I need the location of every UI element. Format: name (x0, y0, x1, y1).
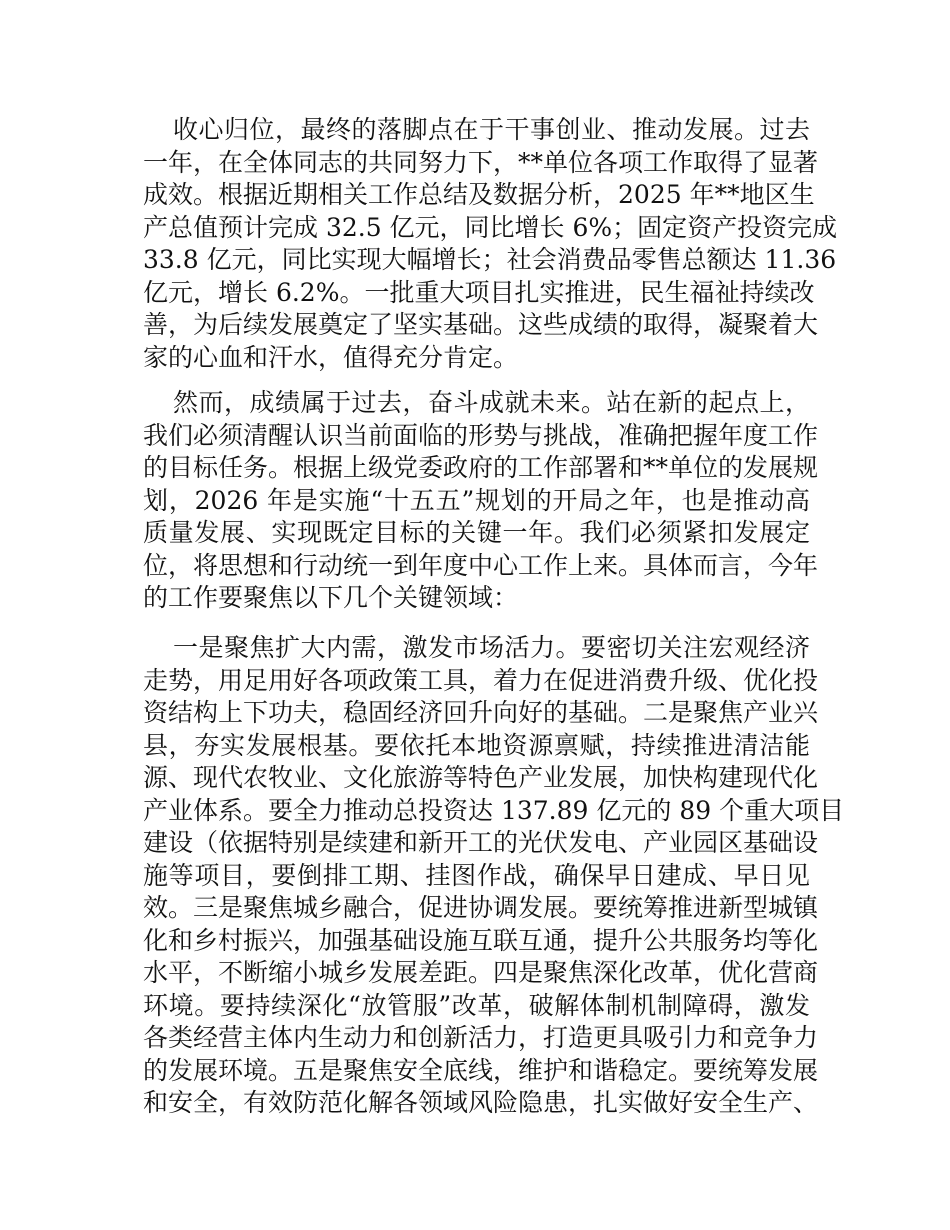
text-line: 走势，用足用好各项政策工具，着力在促进消费升级、优化投 (143, 665, 819, 695)
text-line: 亿元，增长 6.2%。一批重大项目扎实推进，民生福祉持续改 (143, 277, 815, 307)
text-line: 资结构上下功夫，稳固经济回升向好的基础。二是聚焦产业兴 (143, 698, 819, 727)
paragraph-key-areas (143, 632, 845, 1120)
text-line: 产业体系。要全力推动总投资达 137.89 亿元的 89 个重大项目 (143, 795, 845, 825)
text-line: 施等项目，要倒排工期、挂图作战，确保早日建成、早日见 (143, 860, 810, 890)
text-line: 各类经营主体内生动力和创新活力，打造更具吸引力和竞争力 (143, 1023, 819, 1052)
text-line: 和安全，有效防范化解各领域风险隐患，扎实做好安全生产、 (143, 1088, 819, 1117)
text-line: 的发展环境。五是聚焦安全底线，维护和谐稳定。要统筹发展 (143, 1055, 819, 1085)
text-line: 的工作要聚焦以下几个关键领域： (143, 583, 519, 612)
text-line: 化和乡村振兴，加强基础设施互联互通，提升公共服务均等化 (143, 925, 819, 955)
text-line: 环境。要持续深化“放管服”改革，破解体制机制障碍，激发 (143, 990, 810, 1020)
text-line: 然而，成绩属于过去，奋斗成就未来。站在新的起点上， (173, 388, 810, 417)
text-line: 一年，在全体同志的共同努力下，**单位各项工作取得了显著 (143, 147, 819, 177)
text-line: 建设（依据特别是续建和新开工的光伏发电、产业园区基础设 (143, 828, 819, 857)
text-line: 成效。根据近期相关工作总结及数据分析，2025 年**地区生 (143, 180, 815, 209)
text-line: 的目标任务。根据上级党委政府的工作部署和**单位的发展规 (143, 453, 819, 482)
text-line: 收心归位，最终的落脚点在于干事创业、推动发展。过去 (173, 115, 810, 144)
paragraph-achievements (143, 114, 838, 374)
text-line: 划，2026 年是实施“十五五”规划的开局之年，也是推动高 (143, 485, 810, 515)
text-line: 33.8 亿元，同比实现大幅增长；社会消费品零售总额达 11.36 (143, 245, 837, 274)
text-line: 源、现代农牧业、文化旅游等特色产业发展，加快构建现代化 (143, 763, 819, 792)
text-line: 县，夯实发展根基。要依托本地资源禀赋，持续推进清洁能 (143, 730, 810, 760)
text-line: 效。三是聚焦城乡融合，促进协调发展。要统筹推进新型城镇 (143, 893, 819, 922)
text-line: 我们必须清醒认识当前面临的形势与挑战，准确把握年度工作 (143, 420, 819, 450)
paragraph-challenges (143, 387, 819, 615)
text-line: 家的心血和汗水，值得充分肯定。 (143, 342, 519, 372)
text-line: 质量发展、实现既定目标的关键一年。我们必须紧扣发展定 (143, 518, 810, 547)
text-line: 产总值预计完成 32.5 亿元，同比增长 6%；固定资产投资完成 (143, 212, 838, 242)
text-line: 水平，不断缩小城乡发展差距。四是聚焦深化改革，优化营商 (143, 958, 819, 987)
text-line: 善，为后续发展奠定了坚实基础。这些成绩的取得，凝聚着大 (143, 310, 819, 339)
text-line: 一是聚焦扩大内需，激发市场活力。要密切关注宏观经济 (173, 633, 810, 662)
text-line: 位，将思想和行动统一到年度中心工作上来。具体而言，今年 (143, 550, 819, 580)
